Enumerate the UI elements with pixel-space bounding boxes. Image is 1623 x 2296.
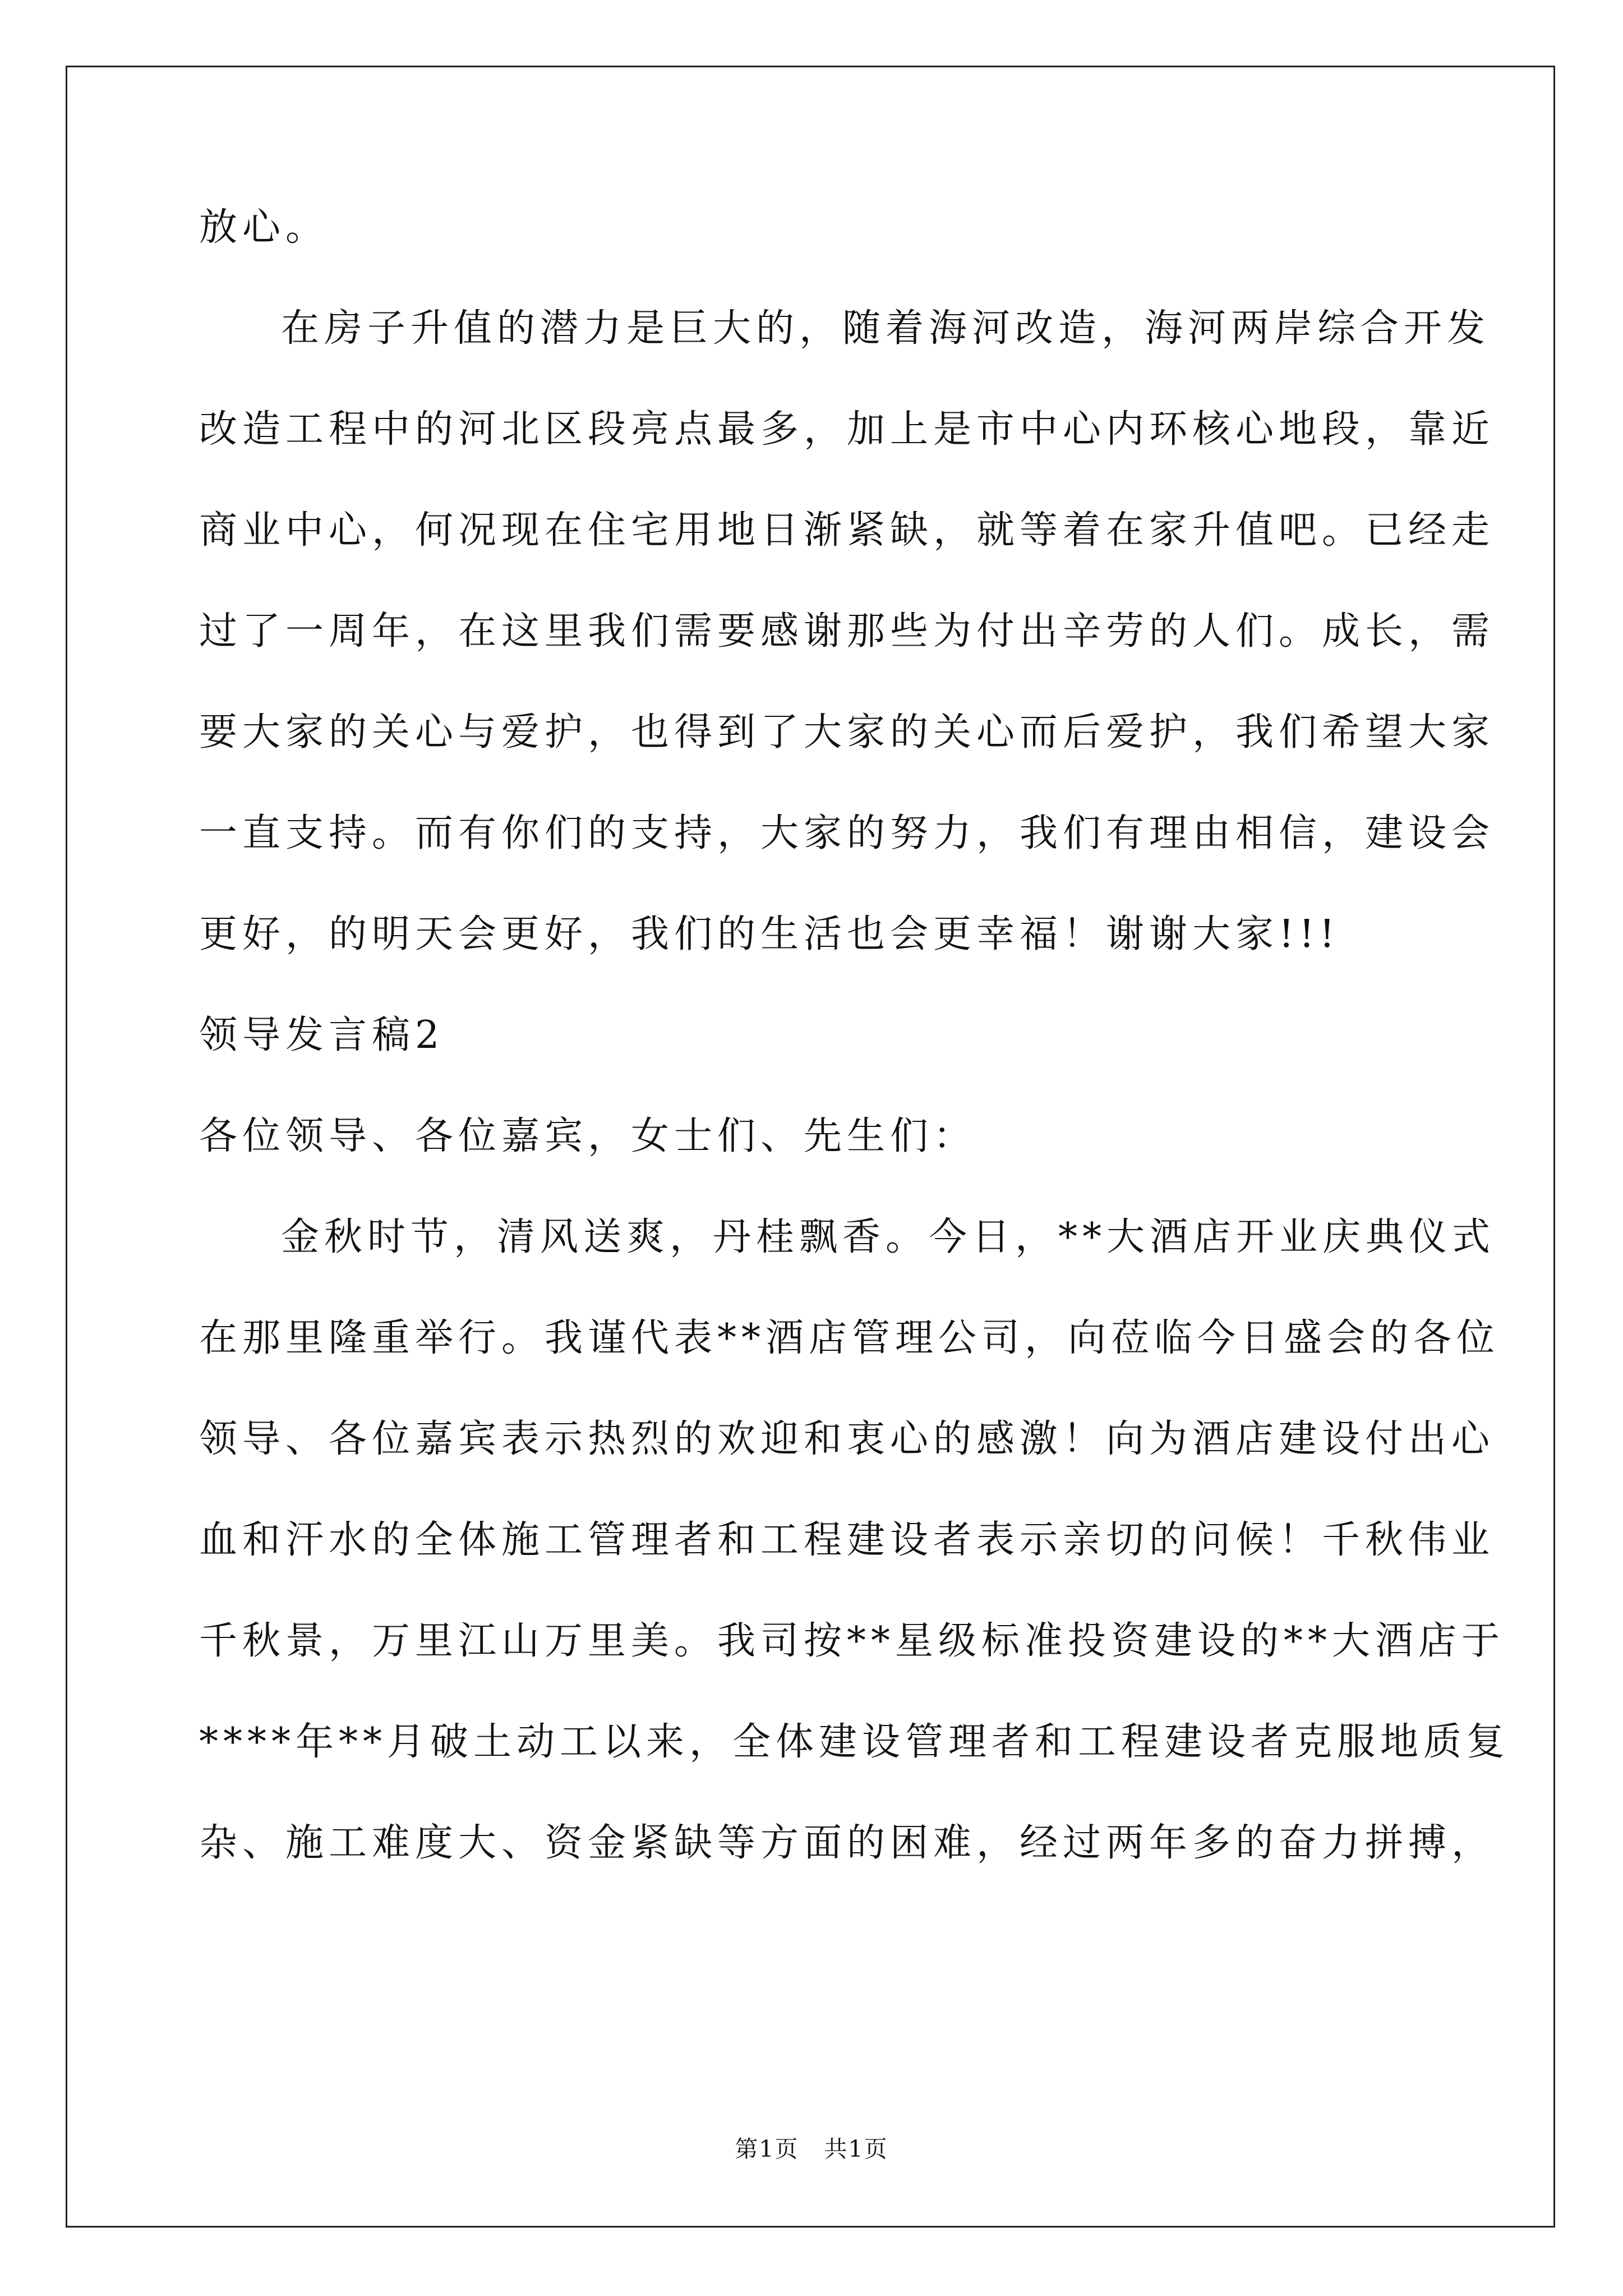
text-line-13: 领导、各位嘉宾表示热烈的欢迎和衷心的感激！向为酒店建设付出心: [199, 1417, 1495, 1461]
salutation: 各位领导、各位嘉宾，女士们、先生们：: [199, 1114, 977, 1158]
text-line-17: 杂、施工难度大、资金紧缺等方面的困难，经过两年多的奋力拼搏，: [199, 1821, 1495, 1865]
section-heading: 领导发言稿2: [199, 1013, 445, 1057]
text-line-4: 商业中心，何况现在住宅用地日渐紧缺，就等着在家升值吧。已经走: [199, 508, 1495, 553]
text-line-15: 千秋景，万里江山万里美。我司按**星级标准投资建设的**大酒店于: [199, 1619, 1505, 1663]
text-line-3: 改造工程中的河北区段亮点最多，加上是市中心内环核心地段，靠近: [199, 407, 1495, 452]
text-line-5: 过了一周年，在这里我们需要感谢那些为付出辛劳的人们。成长，需: [199, 609, 1495, 654]
text-line-14: 血和汗水的全体施工管理者和工程建设者表示亲切的问候！千秋伟业: [199, 1518, 1495, 1562]
text-line-12: 在那里隆重举行。我谨代表**酒店管理公司，向莅临今日盛会的各位: [199, 1316, 1500, 1360]
text-line-8: 更好，的明天会更好，我们的生活也会更幸福！谢谢大家!!!: [199, 912, 1340, 956]
text-line-1: 放心。: [199, 205, 329, 250]
page-footer: 第1页 共1页: [735, 2136, 888, 2162]
text-line-6: 要大家的关心与爱护，也得到了大家的关心而后爱护，我们希望大家: [199, 710, 1495, 754]
text-line-2: 在房子升值的潜力是巨大的，随着海河改造，海河两岸综合开发: [281, 306, 1491, 351]
text-line-16: ****年**月破土动工以来，全体建设管理者和工程建设者克服地质复: [199, 1720, 1510, 1764]
text-line-7: 一直支持。而有你们的支持，大家的努力，我们有理由相信，建设会: [199, 811, 1495, 855]
text-line-11: 金秋时节，清风送爽，丹桂飘香。今日，**大酒店开业庆典仪式: [281, 1215, 1496, 1259]
